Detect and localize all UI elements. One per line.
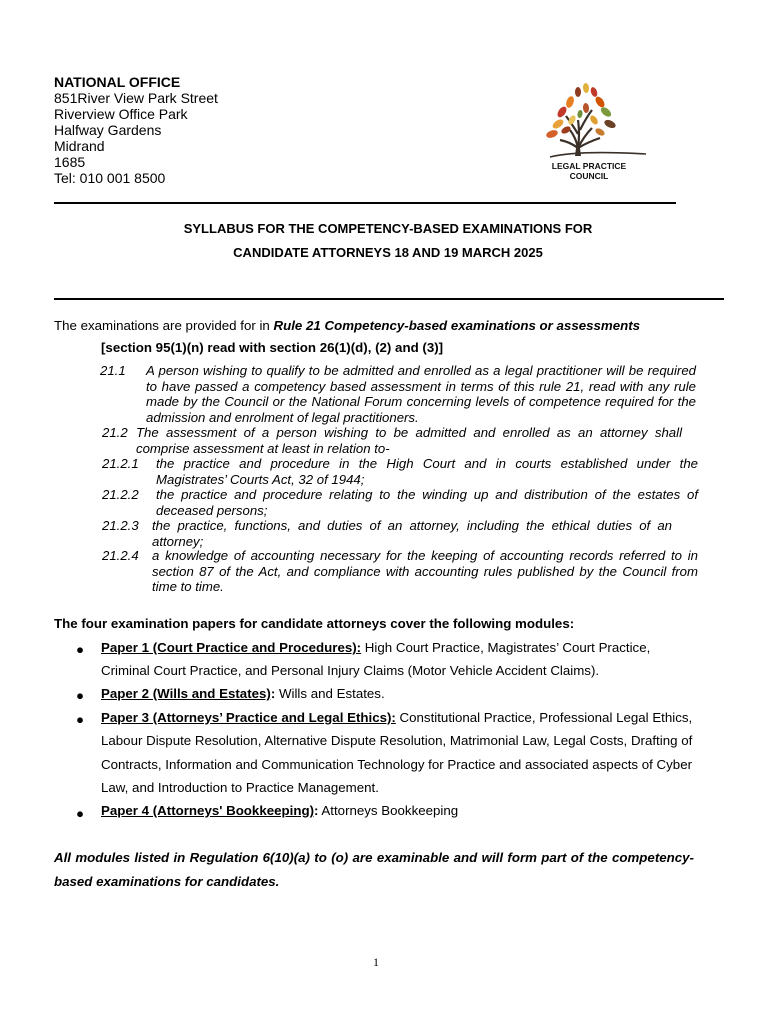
bullet-icon: ● [76,806,85,821]
page-number: 1 [373,955,379,969]
intro-lead: The examinations are provided for in [54,318,274,333]
paper-label-colon: : [270,686,276,701]
title-divider [54,298,724,300]
rule-text: The assessment of a person wishing to be admitted and enrolled as an attorney shall comprise assessment at least in relation to- [136,425,682,456]
intro-paragraph [54,318,724,334]
closing-note: All modules listed in Regulation 6(10)(a) to (o) are examinable and will form part of the competency-based examinations for candidates. [54,850,694,889]
paper-label: Paper 3 (Attorneys’ Practice and Legal Ethics): [101,710,396,725]
logo-text-line1: LEGAL PRACTICE [551,161,627,171]
rule-number: 21.2.3 [102,518,139,533]
list-item [101,636,697,683]
legal-practice-council-logo [536,78,654,188]
address-line: 851River View Park Street [54,90,218,106]
paper-label: Paper 1 (Court Practice and Procedures): [101,640,362,655]
address-line: Midrand [54,138,105,154]
paper-label: Paper 2 (Wills and Estates) [101,686,271,701]
rule-number: 21.2.2 [102,487,139,502]
paper-modules: Wills and Estates. [275,686,385,701]
rule-item [102,548,700,596]
paper-modules: High Court Practice, Magistrates’ Court Practice, Criminal Court Practice, and Personal Injury Claims (Motor Vehicle Accident Claims). [101,640,651,679]
rule-number: 21.1 [100,363,126,378]
list-item [101,706,697,799]
rule-text: the practice, functions, and duties of an attorney, including the ethical duties of an attorney; [152,518,672,549]
paper-label: Paper 4 (Attorneys' Bookkeeping) [101,803,315,818]
rule-text: the practice and procedure relating to the winding up and distribution of the estates of deceased persons; [156,487,698,518]
bullet-icon: ● [76,712,85,727]
paper-modules: Constitutional Practice, Professional Legal Ethics, Labour Dispute Resolution, Alternative Dispute Resolution, Matrimonial Law, Legal Costs, Drafting of Contracts, Information and Communication Technology for Practice and associated aspects of Cyber Law, and Introduction to Practice Management. [101,710,693,795]
rule-number: 21.2.1 [102,456,139,471]
rule-text: a knowledge of accounting necessary for the keeping of accounting records referred to in section 87 of the Act, and compliance with accounting rules published by the Council from time to time. [152,548,698,594]
list-item [101,799,697,822]
logo-text-line2: COUNCIL [569,171,609,181]
rule-number: 21.2 [102,425,128,440]
rule-item [102,425,682,457]
office-title: NATIONAL OFFICE [54,74,181,90]
address-line: Halfway Gardens [54,122,162,138]
document-title-line2: CANDIDATE ATTORNEYS 18 AND 19 MARCH 2025 [233,245,543,260]
office-address [54,74,218,186]
rule-item [102,456,700,488]
section-reference: [section 95(1)(n) read with section 26(1)(d), (2) and (3)] [101,340,444,355]
modules-heading: The four examination papers for candidate attorneys cover the following modules: [54,616,575,631]
bullet-icon: ● [76,642,85,657]
telephone-line: Tel: 010 001 8500 [54,170,166,186]
address-line: 1685 [54,154,86,170]
document-title-line1: SYLLABUS FOR THE COMPETENCY-BASED EXAMINATIONS FOR [183,221,593,236]
rule-item [102,518,700,550]
paper-label-colon: : [314,803,319,818]
rule-text: A person wishing to qualify to be admitted and enrolled as a legal practitioner will be required to have passed a competency based assessment in terms of this rule 21, read with any rule made by the Council or the National Forum concerning levels of competence required for the admission and enrolment of legal practitioners. [146,363,696,425]
rule-number: 21.2.4 [102,548,139,563]
header-divider [54,202,676,204]
tree-icon [536,78,654,188]
address-line: Riverview Office Park [54,106,188,122]
rule-item [102,487,700,519]
paper-modules: Attorneys Bookkeeping [318,803,459,818]
list-item [101,682,697,705]
bullet-icon: ● [76,688,85,703]
rule-item [100,363,698,427]
rule-text: the practice and procedure in the High Court and in courts established under the Magistrates’ Courts Act, 32 of 1944; [156,456,698,487]
rule-reference: Rule 21 Competency-based examinations or assessments [273,318,641,333]
